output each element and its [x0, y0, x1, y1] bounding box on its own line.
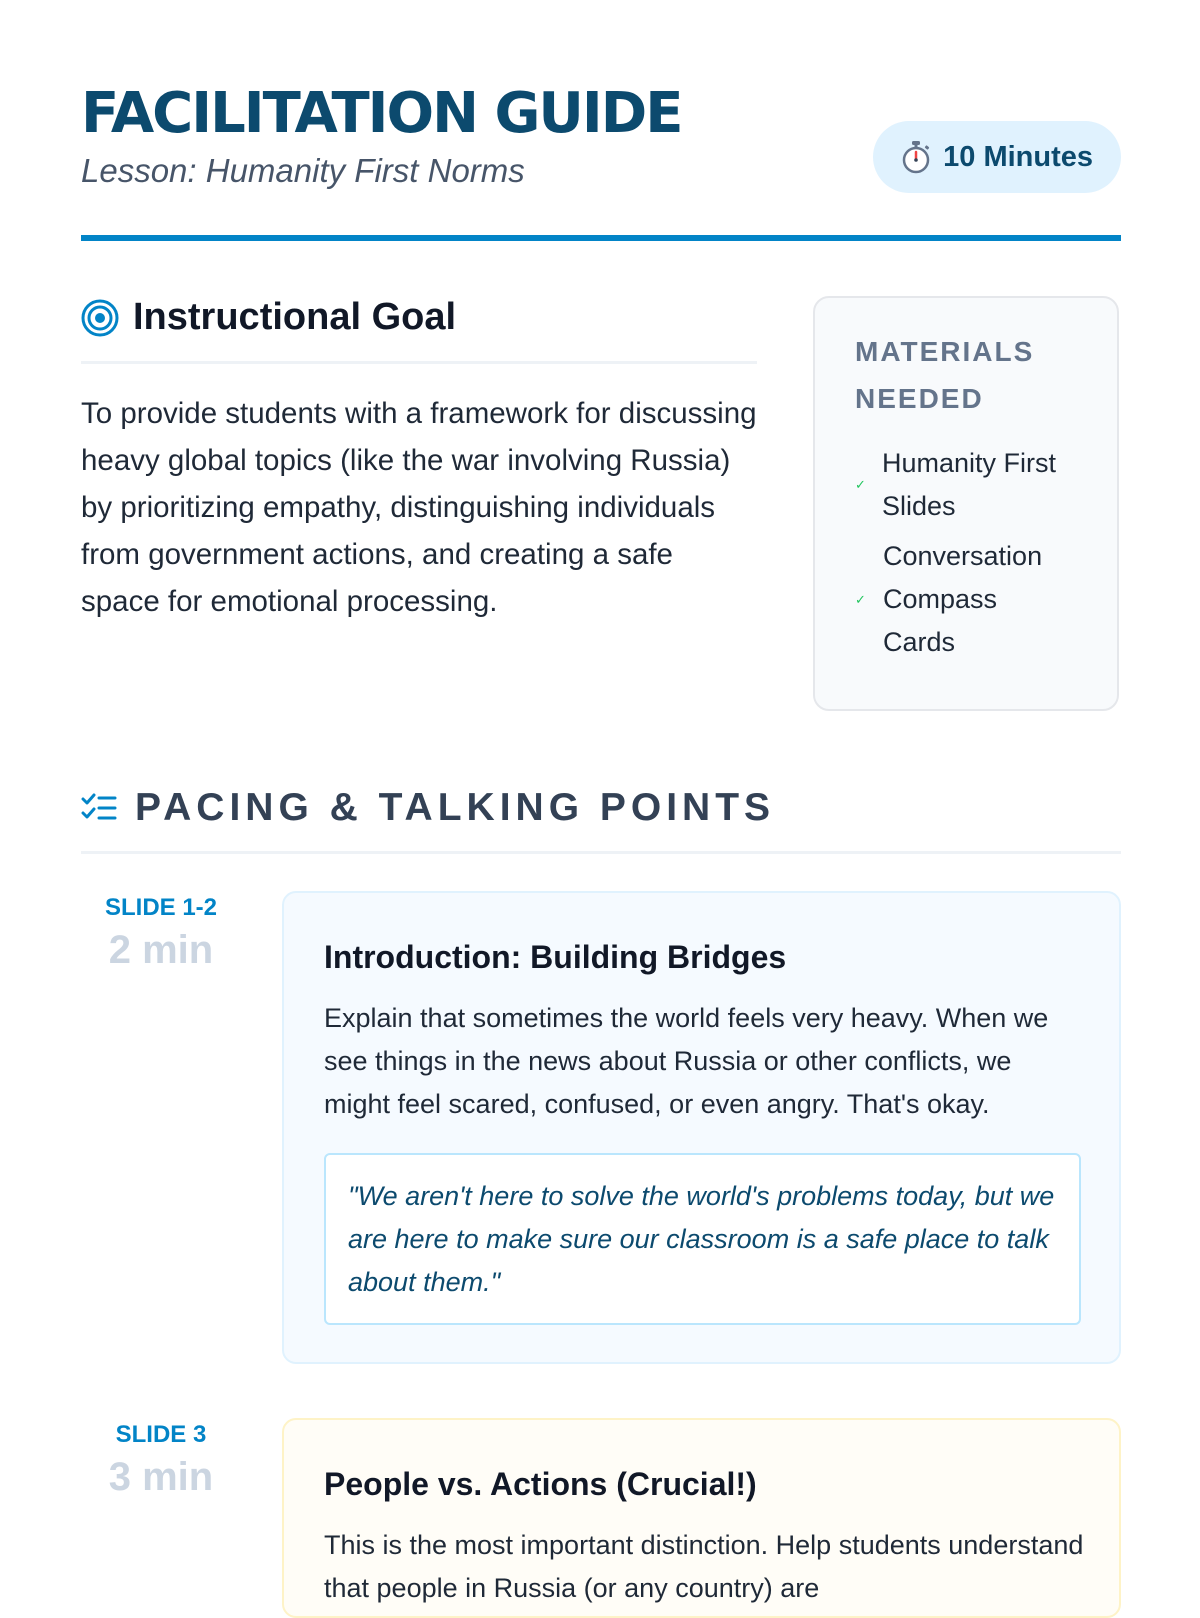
materials-item: [855, 535, 1075, 664]
slide-card-text: This is the most important distinction. Help students understand that people in Russia (or any country) are: [324, 1530, 1084, 1603]
header-rule: [81, 235, 1121, 241]
materials-item: [855, 442, 1075, 528]
goal-title: Instructional Goal: [133, 296, 457, 338]
materials-item-label: Conversation Compass Cards: [883, 541, 1043, 657]
slide-meta: [81, 894, 241, 973]
target-icon: [81, 299, 119, 337]
slide-card: [282, 1418, 1121, 1618]
slide-meta: [81, 1421, 241, 1500]
materials-item-label: Humanity First Slides: [882, 448, 1057, 521]
materials-title: MATERIALS NEEDED: [855, 336, 1035, 414]
duration-text: 10 Minutes: [943, 140, 1093, 173]
pacing-title: PACING & TALKING POINTS: [135, 786, 776, 829]
check-icon: ✓: [855, 591, 866, 607]
check-icon: ✓: [855, 477, 866, 492]
slide-time: 2 min: [108, 928, 214, 972]
goal-text: To provide students with a framework for discussing heavy global topics (like the war involving Russia) by prioritizing empathy, distinguishing individuals from government actions, and creating a safe space for emotional processing.: [81, 397, 757, 618]
pacing-heading: [81, 786, 775, 830]
slide-quote: "We aren't here to solve the world's problems today, but we are here to make sure our classroom is a safe place to talk about them.": [324, 1153, 1081, 1325]
page-header: [81, 80, 1121, 245]
lesson-subtitle: Lesson: Humanity First Norms: [81, 152, 525, 189]
goal-divider: [81, 361, 757, 364]
pacing-divider: [81, 851, 1121, 854]
slide-card-title: Introduction: Building Bridges: [324, 939, 787, 975]
slide-card-title: People vs. Actions (Crucial!): [324, 1466, 757, 1502]
duration-badge: [873, 121, 1121, 193]
checklist-icon: [81, 792, 117, 824]
slide-card-text: Explain that sometimes the world feels very heavy. When we see things in the news about Russia or other conflicts, we might feel scared, confused, or even angry. That's okay.: [324, 1003, 1049, 1119]
page-title: FACILITATION GUIDE: [81, 81, 682, 146]
goal-heading: [81, 296, 757, 339]
stopwatch-icon: [899, 140, 933, 174]
slide-label: SLIDE 3: [115, 1421, 207, 1448]
slide-time: 3 min: [108, 1455, 214, 1499]
slide-card: [282, 891, 1121, 1364]
slide-label: SLIDE 1-2: [104, 894, 218, 921]
materials-panel: [813, 296, 1119, 711]
